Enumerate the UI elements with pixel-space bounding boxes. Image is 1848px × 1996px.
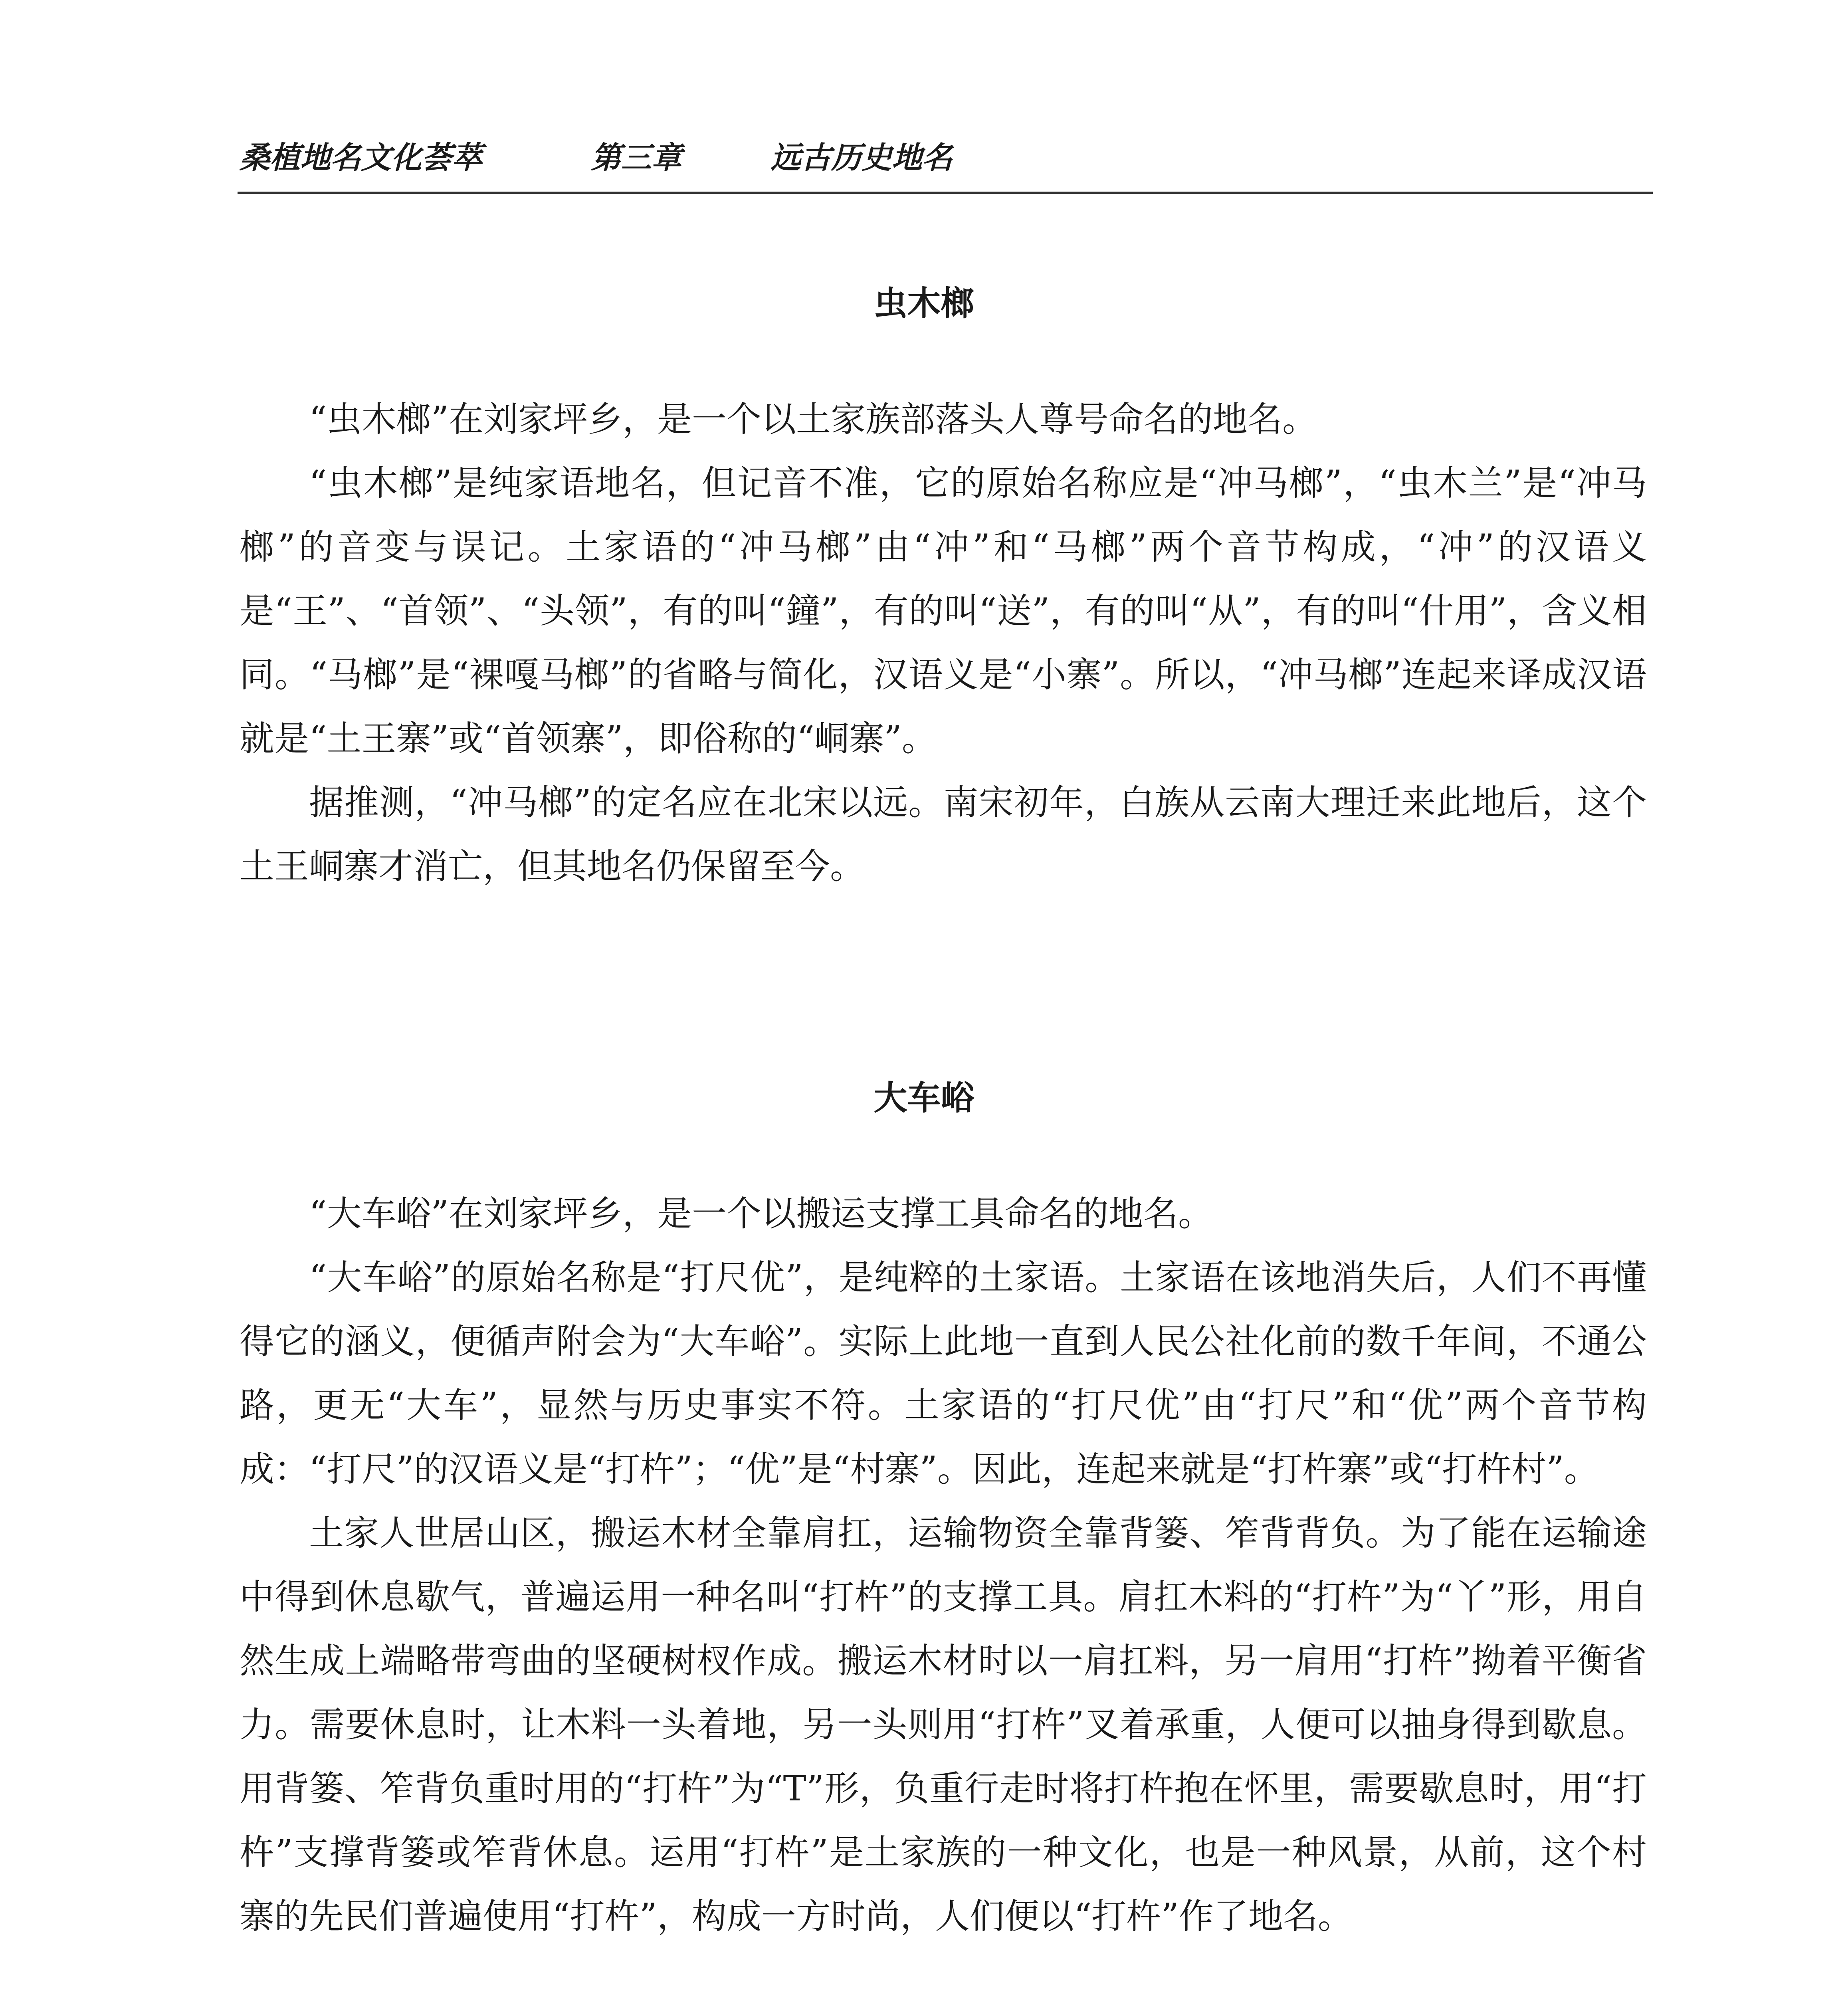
section-body-dacheyu — [240, 1182, 1647, 1948]
paragraph: “大车峪”在刘家坪乡，是一个以搬运支撑工具命名的地名。 — [309, 1193, 1213, 1234]
paragraph: 土家人世居山区，搬运木材全靠肩扛，运输物资全靠背篓、笮背背负。为了能在运输途中得到休息歇气，普遍运用一种名叫“打杵”的支撑工具。肩扛木料的“打杵”为“丫”形，用自然生成上端略带弯曲的坚硬树杈作成。搬运木材时以一肩扛料，另一肩用“打杵”拗着平衡省力。需要休息时，让木料一头着地，另一头则用“打杵”叉着承重，人便可以抽身得到歇息。用背篓、笮背负重时用的“打杵”为“T”形，负重行走时将打杵抱在怀里，需要歇息时，用“打杵”支撑背篓或笮背休息。运用“打杵”是土家族的一种文化，也是一种风景，从前，这个村寨的先民们普遍使用“打杵”，构成一方时尚，人们便以“打杵”作了地名。 — [240, 1513, 1647, 1937]
section-body-chongmulang — [240, 387, 1647, 898]
paragraph: “虫木榔”在刘家坪乡，是一个以土家族部落头人尊号命名的地名。 — [309, 399, 1317, 440]
paragraph: “大车峪”的原始名称是“打尺优”，是纯粹的土家语。土家语在该地消失后，人们不再懂得它的涵义，便循声附会为“大车峪”。实际上此地一直到人民公社化前的数千年间，不通公路，更无“大车”，显然与历史事实不符。土家语的“打尺优”由“打尺”和“优”两个音节构成：“打尺”的汉语义是“打杵”；“优”是“村寨”。因此，连起来就是“打杵寨”或“打杵村”。 — [240, 1257, 1647, 1489]
section-title-chongmulang: 虫木榔 — [873, 283, 975, 323]
section-title-dacheyu: 大车峪 — [873, 1078, 975, 1117]
running-header — [240, 142, 1661, 174]
header-section: 远古历史地名 — [770, 140, 953, 175]
header-chapter: 第三章 — [591, 140, 682, 175]
paragraph: “虫木榔”是纯家语地名，但记音不准，它的原始名称应是“冲马榔”，“虫木兰”是“冲马榔”的音变与误记。土家语的“冲马榔”由“冲”和“马榔”两个音节构成，“冲”的汉语义是“王”、“首领”、“头领”，有的叫“鐘”，有的叫“送”，有的叫“从”，有的叫“什用”，含义相同。“马榔”是“裸嘎马榔”的省略与简化，汉语义是“小寨”。所以，“冲马榔”连起来译成汉语就是“土王寨”或“首领寨”，即俗称的“峒寨”。 — [240, 463, 1647, 759]
paragraph: 据推测，“冲马榔”的定名应在北宋以远。南宋初年，白族从云南大理迁来此地后，这个土王峒寨才消亡，但其地名仍保留至今。 — [240, 782, 1647, 887]
header-book-title: 桑植地名文化荟萃 — [240, 140, 482, 175]
header-rule — [238, 192, 1653, 194]
